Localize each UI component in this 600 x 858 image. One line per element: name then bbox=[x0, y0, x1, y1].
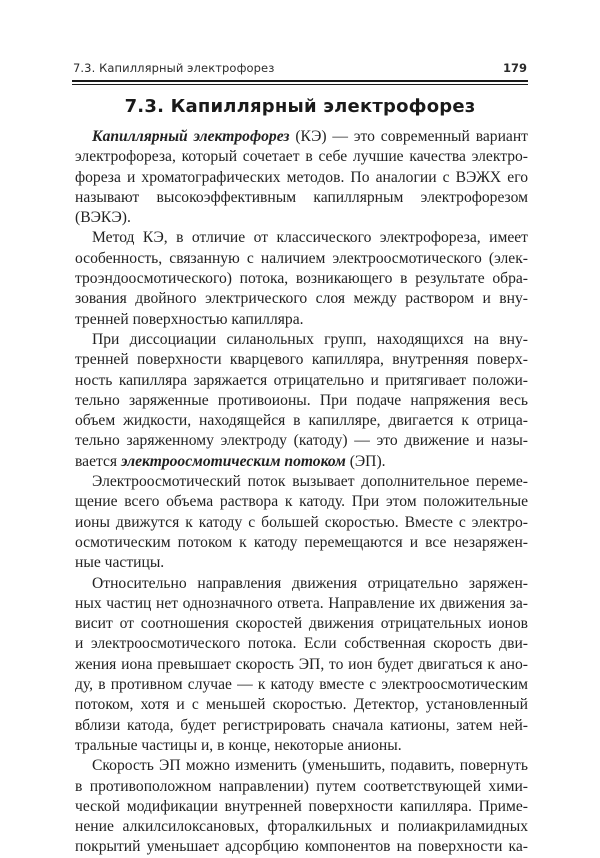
text-line: потоком, хотя и с меньшей скоростью. Детектор, установленный bbox=[75, 696, 528, 714]
page-number: 179 bbox=[502, 61, 527, 75]
paragraph bbox=[75, 330, 528, 472]
text-line: жения иона превышает скорость ЭП, то ион будет двигаться к ано- bbox=[75, 655, 528, 673]
text-line: троэндоосмотического) потока, возникающего в результате обра- bbox=[75, 270, 528, 288]
defined-term: Капиллярный электрофорез bbox=[92, 128, 290, 145]
section-heading: 7.3. Капиллярный электрофорез bbox=[124, 96, 476, 117]
text-line: покрытий уменьшает адсорбцию компонентов на поверхности ка- bbox=[75, 838, 528, 856]
text-line: Метод КЭ, в отличие от классического электрофореза, имеет bbox=[92, 229, 528, 247]
paragraph bbox=[75, 127, 528, 228]
text-line: тральные частицы и, в конце, некоторые анионы. bbox=[75, 736, 402, 754]
text-line: нение алкилсилоксановых, фторалкильных и полиакриламидных bbox=[75, 818, 528, 836]
text-line: Скорость ЭП можно изменить (уменьшить, подавить, повернуть bbox=[92, 757, 528, 775]
text-line: тельно заряженные противоионы. При подаче напряжения весь bbox=[75, 391, 528, 409]
text-line: ность капилляра заряжается отрицательно и притягивает положи- bbox=[75, 371, 528, 389]
paragraph bbox=[75, 756, 528, 857]
paragraph bbox=[75, 574, 528, 757]
text-line: висит от соотношения скоростей движения отрицательных ионов bbox=[75, 615, 528, 633]
text-line: электрофореза, который сочетает в себе лучшие качества электро- bbox=[75, 148, 528, 166]
text-line: и электроосмотического потока. Если собственная скорость дви- bbox=[75, 635, 528, 653]
text-line: ду, в противном случае — к катоду вместе с электроосмотическим bbox=[75, 676, 528, 694]
text-line: объем жидкости, находящейся в капилляре, двигается к отрица- bbox=[75, 412, 528, 430]
text-line: тельно заряженному электроду (катоду) — это движение и назы- bbox=[75, 432, 528, 450]
text-line: Относительно направления движения отрицательно заряжен- bbox=[92, 574, 528, 592]
text-line: называют высокоэффективным капиллярным электрофорезом bbox=[75, 188, 528, 206]
text-line: ческой модификации внутренней поверхности капилляра. Приме- bbox=[75, 797, 528, 815]
text-line: При диссоциации силанольных групп, находящихся на вну- bbox=[92, 330, 528, 348]
text-line: тренней поверхностью капилляра. bbox=[75, 310, 304, 328]
text-line: вблизи катода, будет регистрировать сначала катионы, затем ней- bbox=[75, 716, 528, 734]
body-text bbox=[75, 127, 528, 858]
defined-term: электроосмотическим потоком bbox=[121, 452, 346, 470]
header-rule-thin bbox=[72, 84, 528, 85]
paragraph bbox=[75, 228, 528, 329]
text-line: Капиллярный электрофорез (КЭ) — это современный вариант bbox=[92, 128, 528, 145]
paragraph bbox=[75, 472, 528, 573]
header-rule-thick bbox=[72, 80, 528, 82]
text-line: особенность, связанную с наличием электроосмотического (элек- bbox=[75, 249, 528, 267]
text-line: ные частицы. bbox=[75, 554, 165, 572]
text-line: зования двойного электрического слоя между раствором и вну- bbox=[75, 290, 528, 308]
text-line: (ВЭКЭ). bbox=[75, 209, 131, 227]
running-head bbox=[72, 61, 528, 77]
text-line: ионы движутся к катоду с большей скоростью. Вместе с электро- bbox=[75, 513, 528, 531]
text-line: в противоположном направлении) путем соответствующей хими- bbox=[75, 777, 528, 795]
text-line: Электроосмотический поток вызывает дополнительное переме- bbox=[92, 473, 528, 491]
text-line: вается электроосмотическим потоком (ЭП). bbox=[75, 452, 386, 470]
text-line: осмотическим потоком к катоду перемещаются и все незаряжен- bbox=[75, 533, 528, 551]
running-head-title: 7.3. Капиллярный электрофорез bbox=[73, 61, 275, 75]
text-line: фореза и хроматографических методов. По аналогии с ВЭЖХ его bbox=[75, 168, 528, 186]
text-line: щение всего объема раствора к катоду. При этом положительные bbox=[75, 493, 528, 511]
text-line: тренней поверхности кварцевого капилляра, внутренняя поверх- bbox=[75, 351, 528, 369]
text-line: ных частиц нет однозначного ответа. Направление их движения за- bbox=[75, 594, 528, 612]
